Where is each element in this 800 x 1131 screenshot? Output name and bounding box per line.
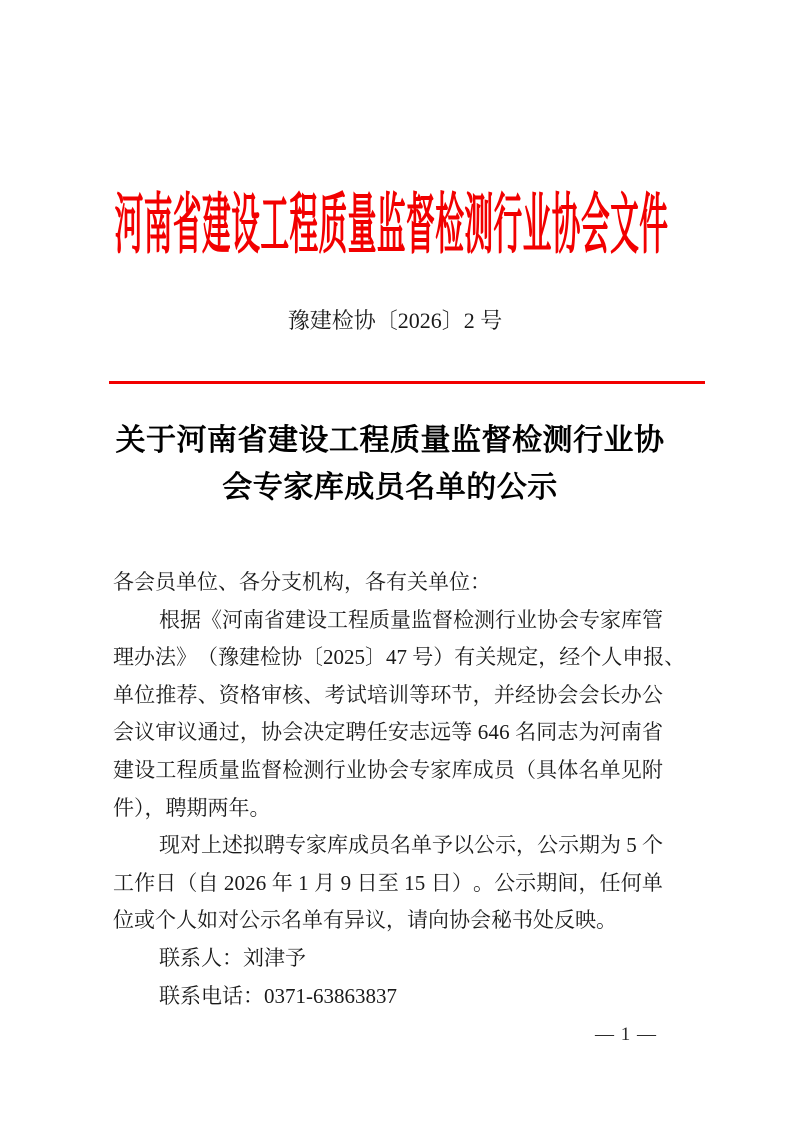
body-line: 根 据 《 河 南 省 建 设 工 程 质 量 监 督 检 测 行 业 协 会 专 家 库 管 bbox=[159, 607, 663, 632]
body-line: 会 议 审 议 通 过 ， 协 会 决 定 聘 任 安 志 远 等 6 4 6 名 同 志 为 河 南 省 bbox=[113, 720, 663, 745]
letterhead bbox=[0, 189, 782, 262]
body-line: 建 设 工 程 质 量 监 督 检 测 行 业 协 会 专 家 库 成 员 （ 具 体 名 单 见 附 bbox=[113, 757, 663, 782]
red-divider-line bbox=[109, 381, 705, 384]
body-line: 件），聘期两年。 bbox=[113, 795, 271, 820]
salutation-line: 各会员单位、各分支机构，各有关单位： bbox=[113, 570, 491, 594]
body-line: 现 对 上 述 拟 聘 专 家 库 成 员 名 单 予 以 公 示 ， 公 示 期 为 5 个 bbox=[159, 833, 663, 858]
document-title-line1: 关于河南省建设工程质量监督检测行业协 bbox=[115, 424, 665, 457]
document-title-line2: 会专家库成员名单的公示 bbox=[222, 471, 558, 504]
contact-person-line: 联系人：刘津予 bbox=[159, 945, 306, 970]
contact-phone-line: 联系电话：0371-63863837 bbox=[159, 983, 397, 1008]
body-line: 工 作 日 （ 自 2 0 2 6 年 1 月 9 日 至 1 5 日 ） 。 公 示 期 间 ， 任 何 单 bbox=[113, 870, 663, 895]
doc-number: 豫建检协〔2026〕2 号 bbox=[287, 308, 503, 333]
document-body bbox=[113, 564, 686, 1015]
page-number: — 1 — bbox=[595, 1024, 657, 1045]
body-line: 单 位 推 荐 、 资 格 审 核 、 考 试 培 训 等 环 节 ， 并 经 协 会 会 长 办 公 bbox=[113, 682, 663, 707]
body-line: 理 办 法 》 （ 豫 建 检 协 〔 2 0 2 5 〕 4 7 号 ） 有 关 规 定 ， 经 个 人 申 报 、 bbox=[113, 645, 686, 670]
document-title bbox=[0, 417, 780, 511]
body-line: 位或个人如对公示名单有异议，请向协会秘书处反映。 bbox=[113, 908, 617, 933]
letterhead-org-title: 河南省建设工程质量监督检测行业协会文件 bbox=[114, 189, 668, 262]
